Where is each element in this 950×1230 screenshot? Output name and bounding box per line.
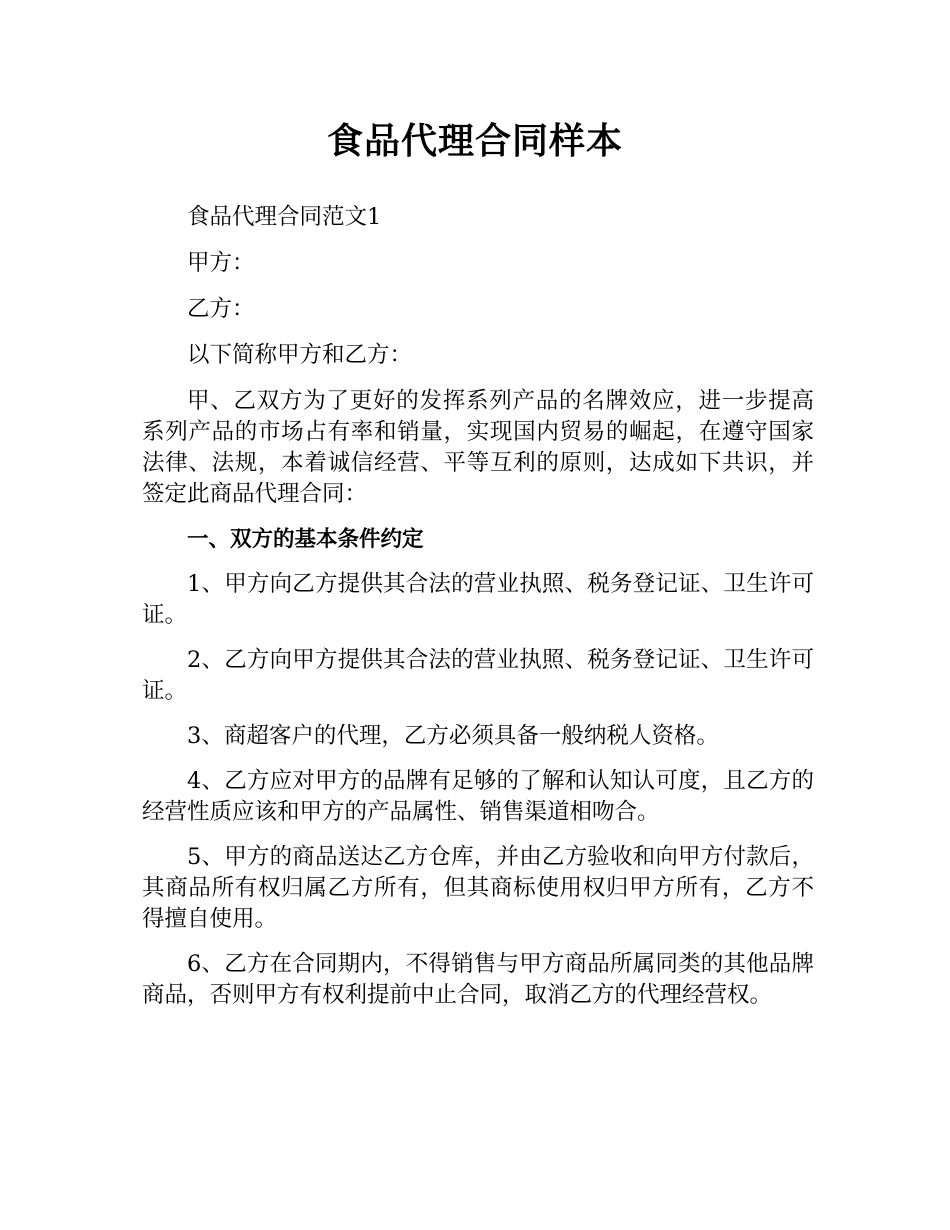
document-title: 食品代理合同样本 [326, 121, 623, 162]
party-b-line: 乙方： [187, 296, 255, 322]
clause-2: 2、乙方向甲方提供其合法的营业执照、税务登记证、卫生许可证。 [142, 647, 814, 704]
clause-6: 6、乙方在合同期内，不得销售与甲方商品所属同类的其他品牌商品，否则甲方有权利提前中止合同，取消乙方的代理经营权。 [142, 951, 814, 1008]
abbreviation-line: 以下简称甲方和乙方： [187, 342, 413, 368]
clause-3: 3、商超客户的代理，乙方必须具备一般纳税人资格。 [187, 723, 719, 749]
party-a-line: 甲方： [187, 250, 255, 276]
document-body [142, 202, 814, 1025]
contract-subtitle: 食品代理合同范文1 [187, 204, 382, 230]
clause-4: 4、乙方应对甲方的品牌有足够的了解和认知认可度，且乙方的经营性质应该和甲方的产品属性、销售渠道相吻合。 [142, 768, 814, 825]
clause-1: 1、甲方向乙方提供其合法的营业执照、税务登记证、卫生许可证。 [142, 571, 814, 628]
section-1-heading: 一、双方的基本条件约定 [187, 527, 424, 552]
clause-5: 5、甲方的商品送达乙方仓库，并由乙方验收和向甲方付款后，其商品所有权归属乙方所有，但其商标使用权归甲方所有，乙方不得擅自使用。 [142, 844, 814, 932]
preamble-paragraph: 甲、乙双方为了更好的发挥系列产品的名牌效应，进一步提高系列产品的市场占有率和销量，实现国内贸易的崛起，在遵守国家法律、法规，本着诚信经营、平等互利的原则，达成如下共识，并签定此商品代理合同： [142, 388, 814, 507]
